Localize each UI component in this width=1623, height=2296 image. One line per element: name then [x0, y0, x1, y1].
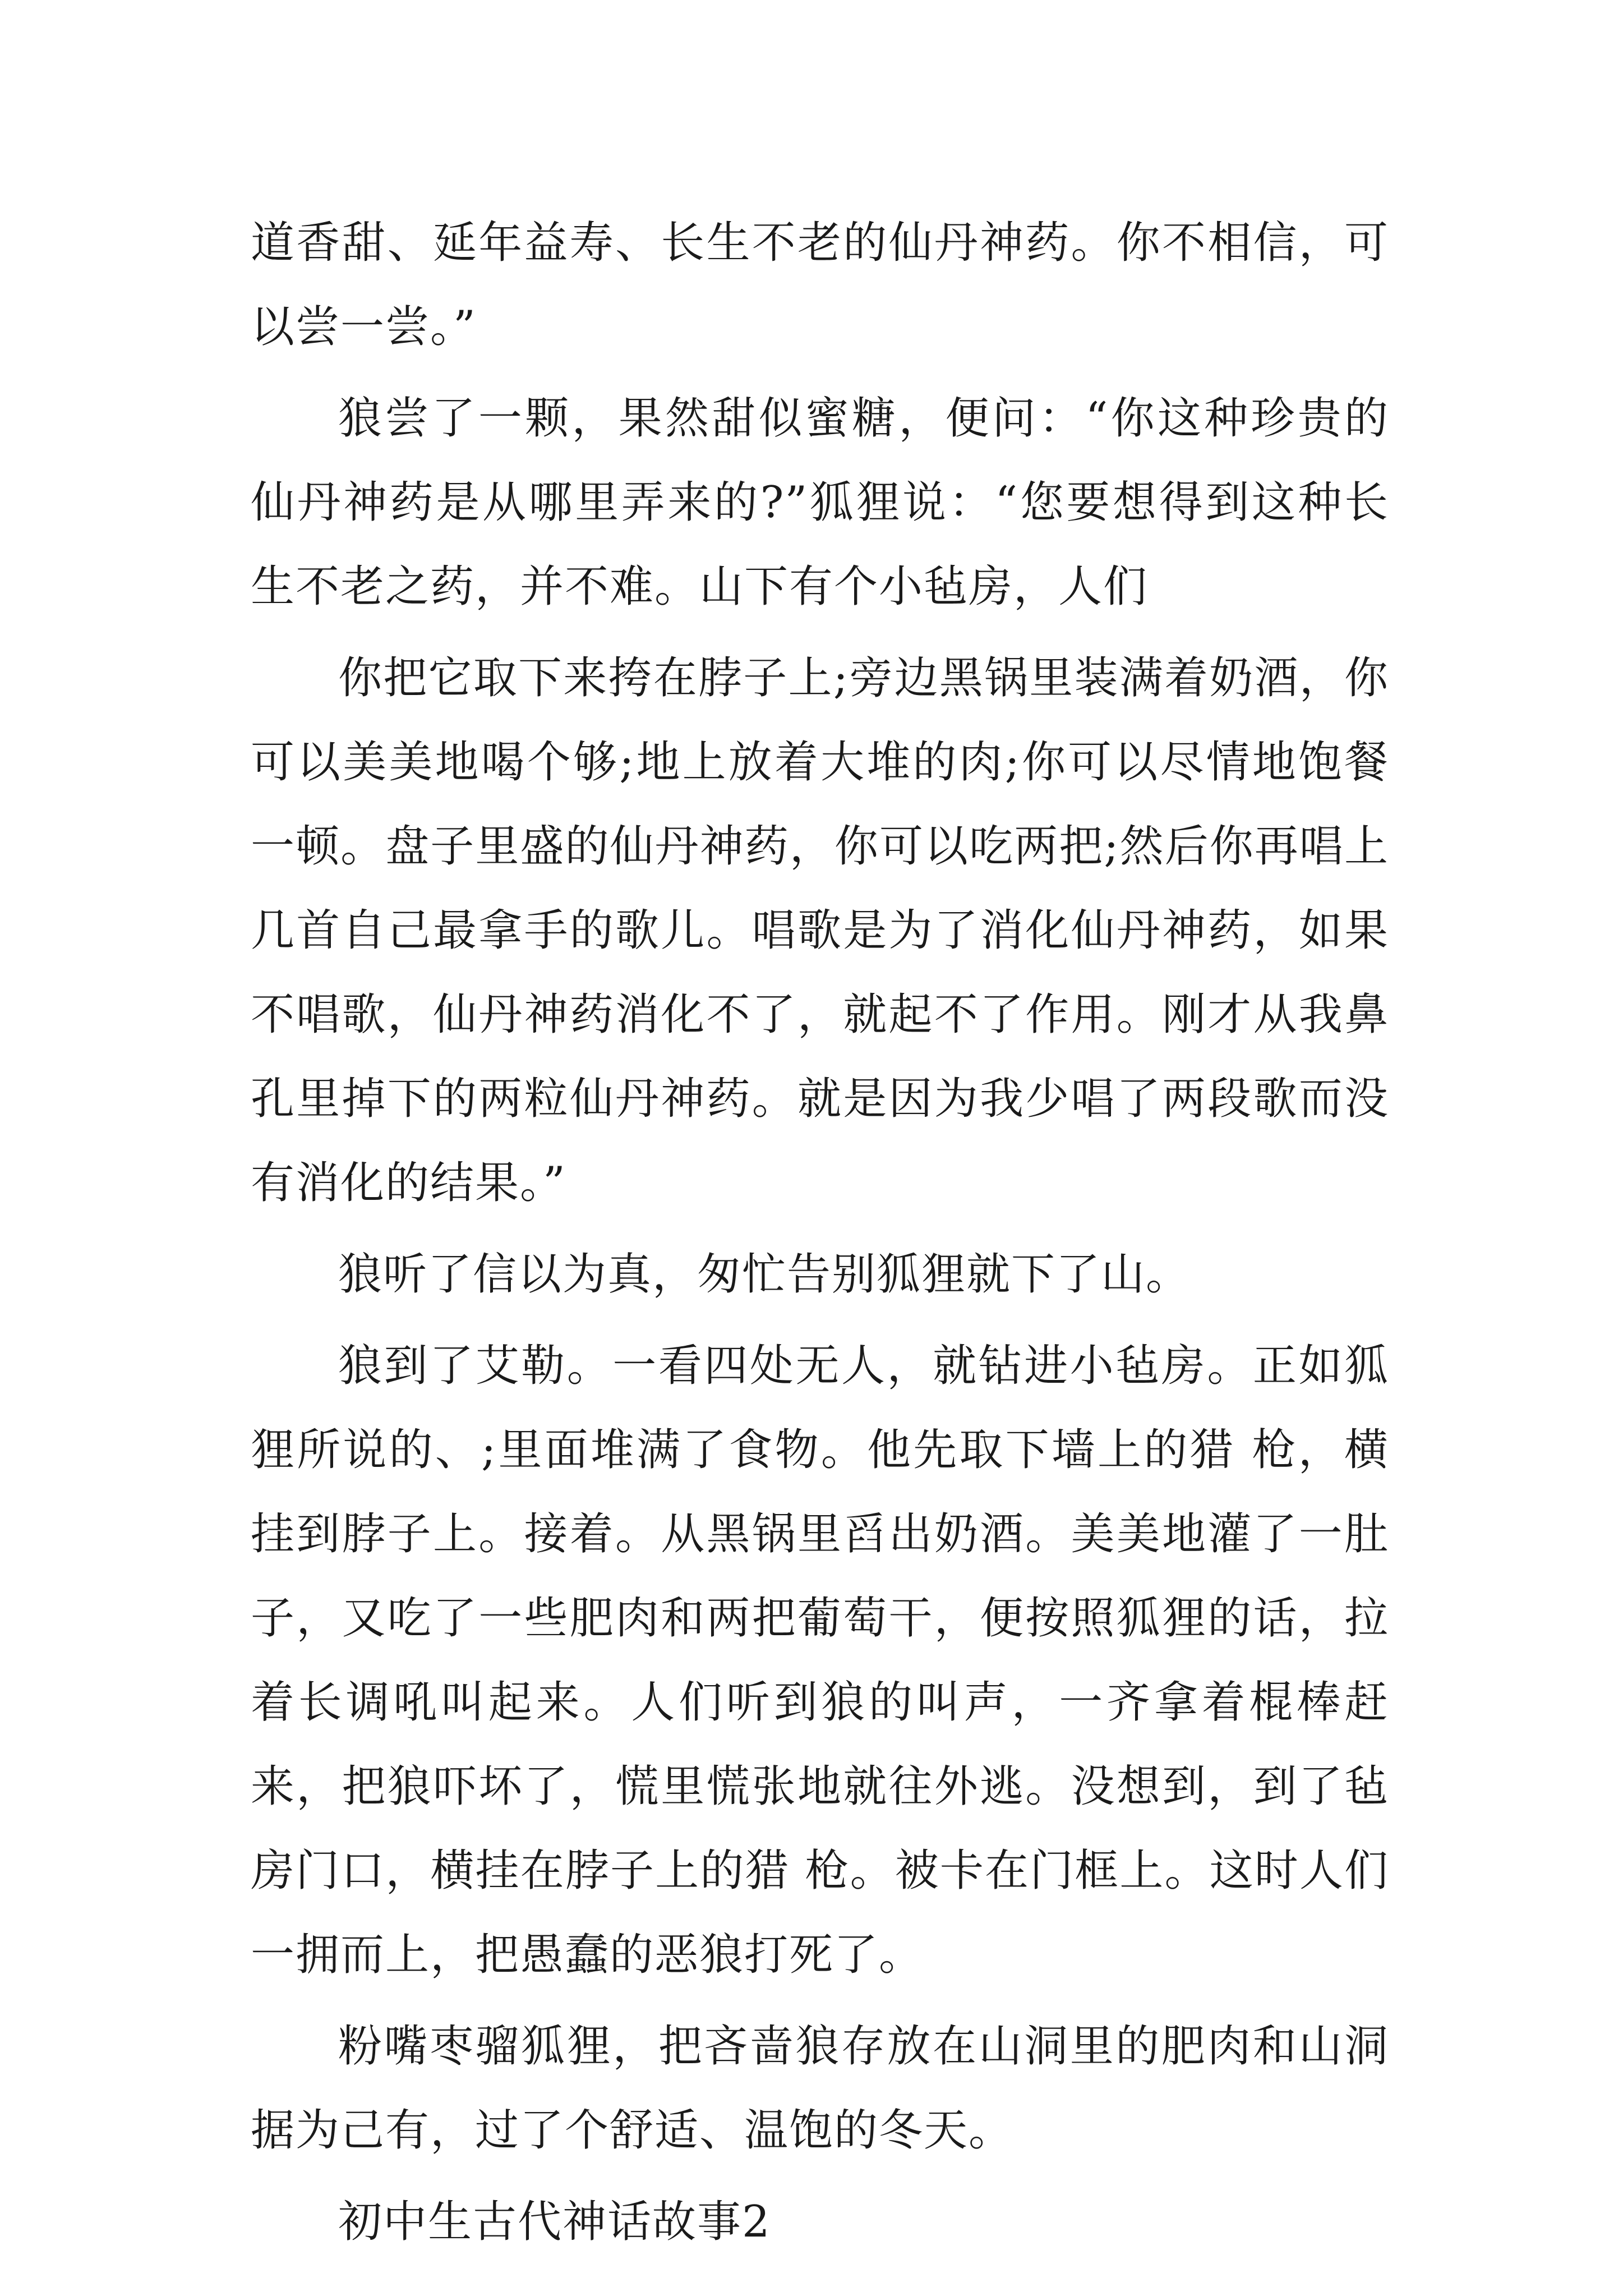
paragraph-6: 粉嘴枣骝狐狸，把吝啬狼存放在山洞里的肥肉和山洞据为己有，过了个舒适、温饱的冬天。 [251, 2021, 1389, 2156]
document-body [251, 201, 1389, 2264]
paragraph-1: 道香甜、延年益寿、长生不老的仙丹神药。你不相信，可以尝一尝。” [251, 218, 1389, 352]
paragraph-4: 狼听了信以为真，匆忙告别狐狸就下了山。 [338, 1249, 1191, 1300]
section-heading: 初中生古代神话故事2 [338, 2197, 771, 2247]
paragraph-2: 狼尝了一颗，果然甜似蜜糖，便问：“你这种珍贵的仙丹神药是从哪里弄来的?”狐狸说：“您要想得到这种长生不老之药，并不难。山下有个小毡房，人们 [251, 393, 1389, 612]
paragraph-5: 狼到了艾勒。一看四处无人，就钻进小毡房。正如狐狸所说的、;里面堆满了食物。他先取下墙上的猎 枪，横挂到脖子上。接着。从黑锅里舀出奶酒。美美地灌了一肚子，又吃了一些肥肉和两把葡萄干，便按照狐狸的话，拉着长调吼叫起来。人们听到狼的叫声，一齐拿着棍棒赶来，把狼吓坏了，慌里慌张地就往外逃。没想到，到了毡房门口，横挂在脖子上的猎 枪。被卡在门框上。这时人们一拥而上，把愚蠢的恶狼打死了。 [251, 1341, 1389, 1980]
paragraph-3: 你把它取下来挎在脖子上;旁边黑锅里装满着奶酒，你可以美美地喝个够;地上放着大堆的肉;你可以尽情地饱餐一顿。盘子里盛的仙丹神药，你可以吃两把;然后你再唱上几首自己最拿手的歌儿。唱歌是为了消化仙丹神药，如果不唱歌，仙丹神药消化不了，就起不了作用。刚才从我鼻孔里掉下的两粒仙丹神药。就是因为我少唱了两段歌而没有消化的结果。” [251, 653, 1389, 1208]
